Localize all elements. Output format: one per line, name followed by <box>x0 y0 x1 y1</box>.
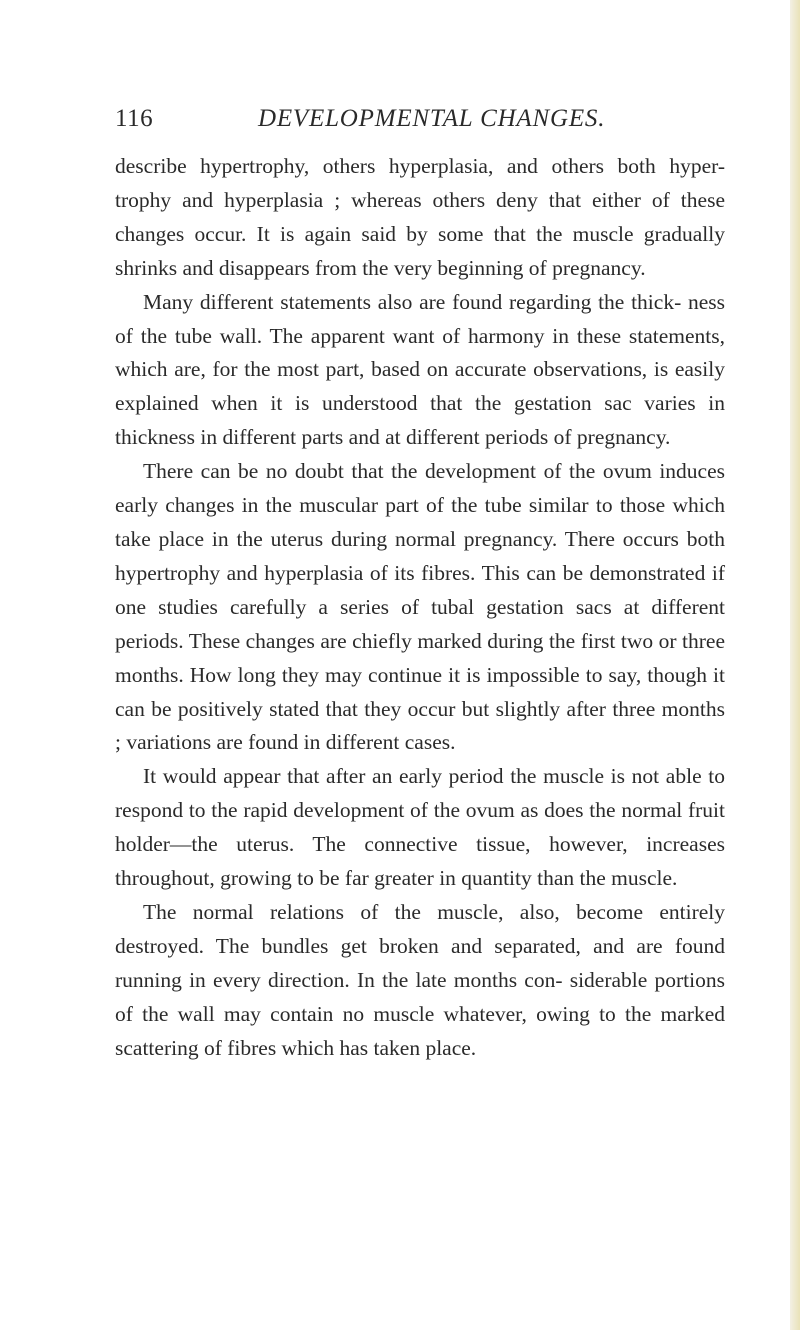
paragraph: There can be no doubt that the development of the ovum induces early changes in the muscular part of the tube similar to those which take place in the uterus during normal pregnancy. There occurs both hypertrophy and hyperplasia of its fibres. This can be demonstrated if one studies carefully a series of tubal gestation sacs at different periods. These changes are chiefly marked during the first two or three months. How long they may continue it is impossible to say, though it can be positively stated that they occur but slightly after three months ; variations are found in different cases. <box>115 459 725 755</box>
running-title: DEVELOPMENTAL CHANGES. <box>258 105 606 132</box>
paragraph: The normal relations of the muscle, also, become entirely destroyed. The bundles get broken and separated, and are found running in every direction. In the late months con- siderable portions of the wall may contain no muscle whatever, owing to the marked scattering of fibres which has taken place. <box>115 899 725 1060</box>
paragraph: It would appear that after an early period the muscle is not able to respond to the rapid development of the ovum as does the normal fruit holder—the uterus. The connective tissue, however, increases throughout, growing to be far greater in quantity than the muscle. <box>115 764 725 891</box>
body-text <box>115 150 725 1065</box>
page-edge-shading <box>790 0 800 1330</box>
paragraph: Many different statements also are found regarding the thick- ness of the tube wall. The apparent want of harmony in these statements, which are, for the most part, based on accurate observations, is easily explained when it is understood that the gestation sac varies in thickness in different parts and at different periods of pregnancy. <box>115 289 725 450</box>
paragraph-continued: describe hypertrophy, others hyperplasia, and others both hyper- trophy and hyperplasia ; whereas others deny that either of these changes occur. It is again said by some that the muscle gradually shrinks and disappears from the very beginning of pregnancy. <box>115 154 725 280</box>
page-number: 116 <box>115 105 154 132</box>
running-header <box>115 104 715 134</box>
